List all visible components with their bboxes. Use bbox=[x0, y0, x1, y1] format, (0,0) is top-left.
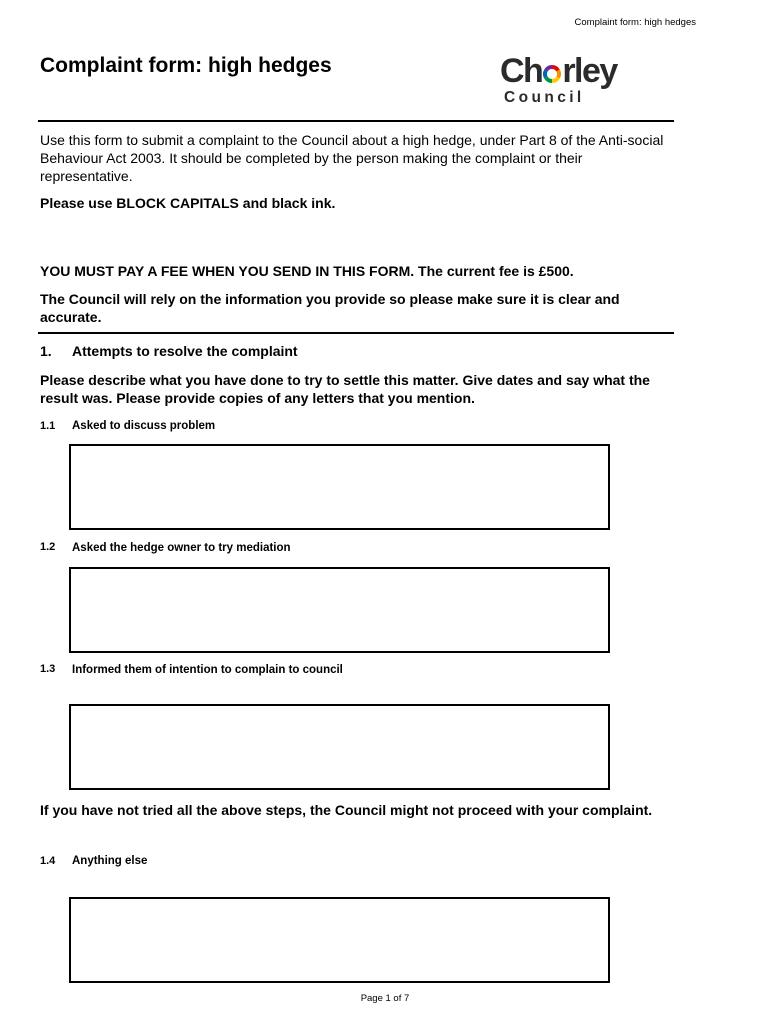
question-number-1-3: 1.3 bbox=[40, 663, 56, 675]
section-number: 1. bbox=[40, 343, 52, 359]
ring-segment bbox=[546, 67, 552, 71]
answer-box-1-4[interactable] bbox=[69, 897, 610, 983]
ring-segment bbox=[552, 67, 558, 71]
question-label-1-4: Anything else bbox=[72, 855, 148, 867]
answer-box-1-1[interactable] bbox=[69, 444, 610, 530]
section-title: Attempts to resolve the complaint bbox=[72, 343, 298, 359]
logo-subtitle: Council bbox=[504, 89, 585, 106]
warning-note: If you have not tried all the above steps, the Council might not proceed with your complaint. bbox=[40, 802, 653, 818]
question-number-1-2: 1.2 bbox=[40, 541, 56, 553]
ring-segment bbox=[545, 71, 546, 78]
header-divider bbox=[38, 120, 674, 122]
section-divider bbox=[38, 332, 674, 334]
accuracy-notice: The Council will rely on the information you provide so please make sure it is clear and accurate. bbox=[40, 291, 620, 325]
question-number-1-1: 1.1 bbox=[40, 420, 56, 432]
page-title: Complaint form: high hedges bbox=[40, 54, 332, 77]
answer-box-1-3[interactable] bbox=[69, 704, 610, 790]
intro-paragraph: Use this form to submit a complaint to the Council about a high hedge, under Part 8 of the Anti-social Behaviour Act 2003. It should be completed by the person making the complaint or their representative. bbox=[40, 132, 664, 184]
question-number-1-4: 1.4 bbox=[40, 855, 56, 867]
section-instructions: Please describe what you have done to try to settle this matter. Give dates and say what the result was. Please provide copies of any letters that you mention. bbox=[40, 372, 650, 406]
question-label-1-3: Informed them of intention to complain to council bbox=[72, 664, 343, 676]
logo-wordmark bbox=[500, 52, 617, 90]
ring-segment bbox=[558, 71, 559, 78]
chorley-council-logo bbox=[498, 52, 640, 108]
block-capitals-note: Please use BLOCK CAPITALS and black ink. bbox=[40, 195, 336, 211]
logo-text-start: Ch bbox=[500, 52, 543, 90]
logo-text-end: rley bbox=[562, 52, 617, 90]
question-label-1-1: Asked to discuss problem bbox=[72, 420, 216, 432]
answer-box-1-2[interactable] bbox=[69, 567, 610, 653]
fee-notice: YOU MUST PAY A FEE WHEN YOU SEND IN THIS FORM. The current fee is £500. bbox=[40, 263, 574, 279]
ring-segment bbox=[552, 78, 558, 82]
ring-segment bbox=[546, 78, 552, 82]
question-label-1-2: Asked the hedge owner to try mediation bbox=[72, 542, 291, 554]
running-header: Complaint form: high hedges bbox=[574, 17, 696, 28]
rainbow-ring-icon bbox=[542, 54, 562, 74]
page-number: Page 1 of 7 bbox=[360, 993, 410, 1004]
